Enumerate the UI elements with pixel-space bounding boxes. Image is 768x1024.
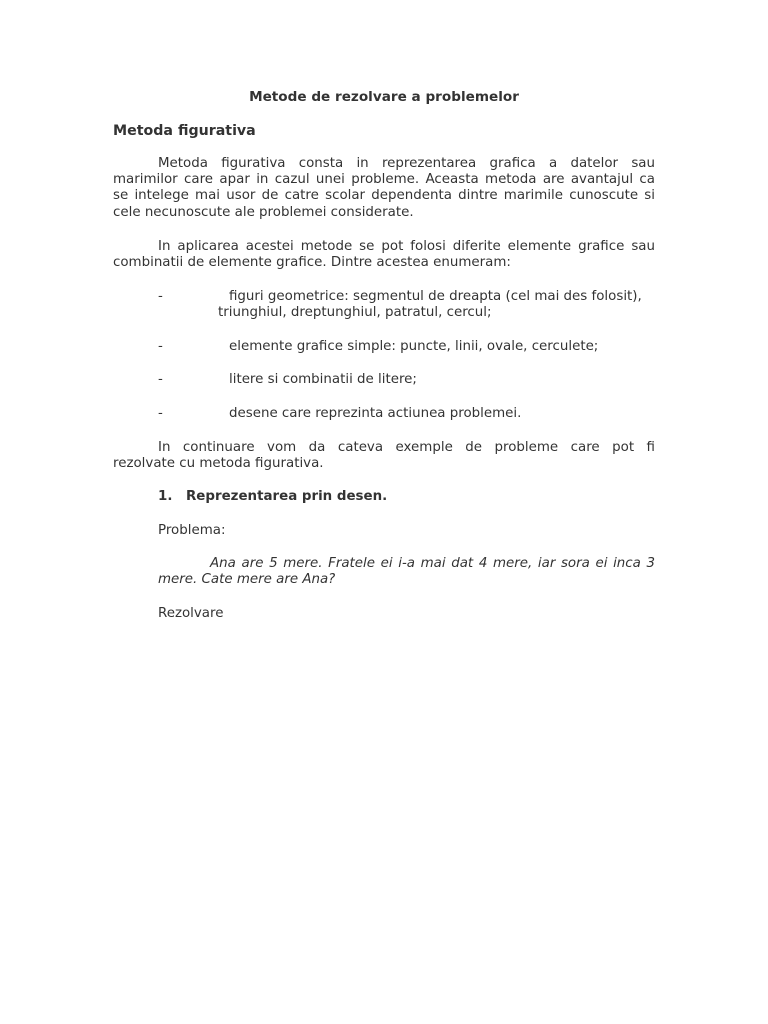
bullet-text: figuri geometrice: segmentul de dreapta (cel mai des folosit), [229, 289, 642, 304]
solution-label: Rezolvare [158, 606, 224, 621]
heading-number: 1. [158, 489, 173, 504]
bullet-dash: - [158, 339, 163, 354]
section-heading: Metoda figurativa [113, 123, 256, 139]
problem-label: Problema: [158, 523, 226, 538]
bullet-text: elemente grafice simple: puncte, linii, ovale, cerculete; [229, 339, 599, 354]
heading-text: Reprezentarea prin desen. [186, 489, 388, 504]
problem-statement [158, 556, 655, 588]
paragraph-line: marimilor care apar in cazul unei probleme. Aceasta metoda are avantajul ca [113, 172, 655, 188]
document-title: Metode de rezolvare a problemelor [249, 89, 519, 105]
bullet-text: desene care reprezinta actiunea problemei. [229, 406, 522, 421]
problem-line: Ana are 5 mere. Fratele ei i-a mai dat 4 mere, iar sora ei inca 3 [210, 556, 655, 571]
paragraph-line: combinatii de elemente grafice. Dintre acestea enumeram: [113, 255, 511, 271]
paragraph-line: Metoda figurativa consta in reprezentarea grafica a datelor sau [158, 156, 655, 171]
paragraph-line: se intelege mai usor de catre scolar dependenta dintre marimile cunoscute si [113, 188, 655, 204]
paragraph-line: cele necunoscute ale problemei considerate. [113, 204, 414, 220]
paragraph-elements [113, 239, 655, 271]
paragraph-intro [113, 156, 655, 221]
paragraph-continuation [113, 440, 655, 472]
bullet-dash: - [158, 289, 163, 304]
paragraph-line: In continuare vom da cateva exemple de probleme care pot fi [158, 440, 655, 455]
bullet-text: litere si combinatii de litere; [229, 372, 417, 387]
bullet-dash: - [158, 406, 163, 421]
bullet-text-continued: triunghiul, dreptunghiul, patratul, cercul; [218, 305, 492, 320]
paragraph-line: In aplicarea acestei metode se pot folosi diferite elemente grafice sau [158, 239, 655, 254]
bullet-dash: - [158, 372, 163, 387]
numbered-heading [158, 489, 387, 505]
paragraph-line: rezolvate cu metoda figurativa. [113, 456, 324, 472]
problem-line: mere. Cate mere are Ana? [158, 572, 336, 588]
